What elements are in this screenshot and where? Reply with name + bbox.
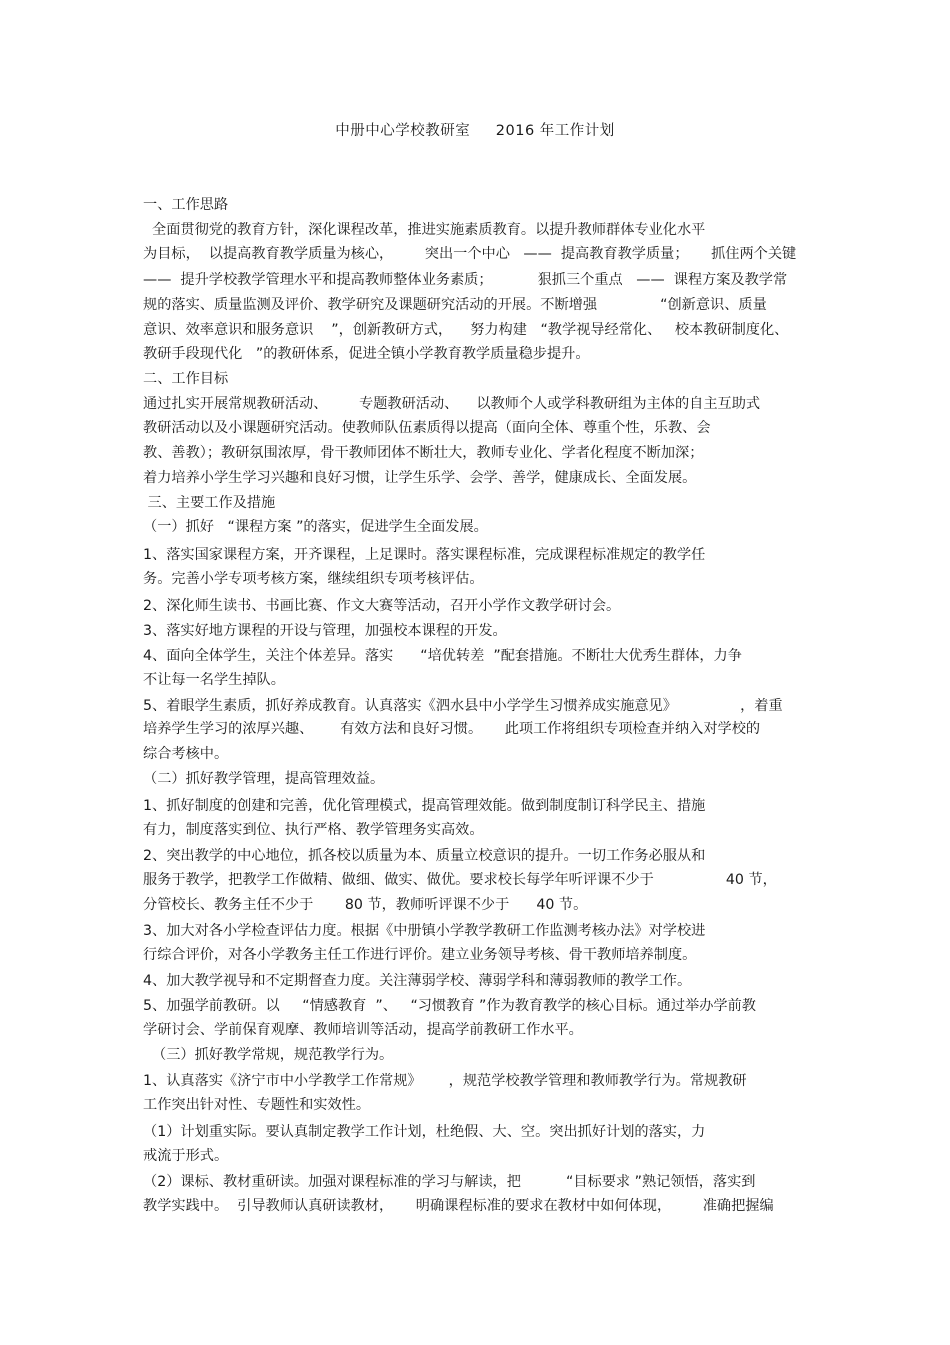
text-line: 戒流于形式。: [143, 1148, 229, 1164]
text-line: 二、工作目标: [143, 371, 229, 387]
text-line: 教、善教）；教研氛围浓厚，骨干教师团体不断壮大，教师专业化、学者化程度不断加深；: [143, 445, 704, 461]
text-line: 2、深化师生读书、书画比赛、作文大赛等活动，召开小学作文教学研讨会。: [143, 598, 621, 614]
text-line: 规的落实、质量监测及评价、教学研究及课题研究活动的开展。不断增强 “创新意识、质量: [143, 297, 767, 313]
text-line: 培养学生学习的浓厚兴趣、 有效方法和良好习惯。 此项工作将组织专项检查并纳入对学校的: [143, 721, 761, 737]
text-line: 一、工作思路: [143, 197, 229, 213]
text-line: 工作突出针对性、专题性和实效性。: [143, 1097, 371, 1113]
text-line: 行综合评价，对各小学教务主任工作进行评价。建立业务领导考核、骨干教师培养制度。: [143, 947, 697, 963]
text-line: 学研讨会、学前保育观摩、教师培训等活动，提高学前教研工作水平。: [143, 1022, 583, 1038]
document-title: 中册中心学校教研室 2016 年工作计划: [335, 123, 615, 139]
text-line: 为目标， 以提高教育教学质量为核心， 突出一个中心 —— 提高教育教学质量； 抓住两个关键: [143, 246, 797, 262]
text-line: 通过扎实开展常规教研活动、 专题教研活动、 以教师个人或学科教研组为主体的自主互助式: [143, 396, 761, 412]
text-line: 2、突出教学的中心地位，抓各校以质量为本、质量立校意识的提升。一切工作务必服从和: [143, 848, 706, 864]
text-line: 1、认真落实《济宁市中小学教学工作常规》 ，规范学校教学管理和教师教学行为。常规教研: [143, 1073, 747, 1089]
text-line: 务。完善小学专项考核方案，继续组织专项考核评估。: [143, 571, 484, 587]
text-line: （一）抓好 “课程方案 ”的落实，促进学生全面发展。: [143, 519, 488, 535]
text-line: 教研手段现代化 ”的教研体系，促进全镇小学教育教学质量稳步提升。: [143, 346, 590, 362]
text-line: 三、主要工作及措施: [143, 495, 276, 511]
text-line: 教研活动以及小课题研究活动。使教师队伍素质得以提高（面向全体、尊重个性，乐教、会: [143, 420, 711, 436]
text-line: 3、落实好地方课程的开设与管理，加强校本课程的开发。: [143, 623, 507, 639]
text-line: （二）抓好教学管理，提高管理效益。: [143, 771, 385, 787]
text-line: 全面贯彻党的教育方针，深化课程改革，推进实施素质教育。以提升教师群体专业化水平: [143, 222, 706, 238]
text-line: 4、面向全体学生，关注个体差异。落实 “培优转差 ”配套措施。不断壮大优秀生群体，力争: [143, 648, 742, 664]
text-line: 综合考核中。: [143, 746, 229, 762]
text-line: 不让每一名学生掉队。: [143, 672, 285, 688]
text-line: （三）抓好教学常规，规范教学行为。: [143, 1047, 394, 1063]
text-line: 有力，制度落实到位、执行严格、教学管理务实高效。: [143, 822, 484, 838]
text-line: （2）课标、教材重研读。加强对课程标准的学习与解读，把 “目标要求 ”熟记领悟，落实到: [143, 1174, 756, 1190]
text-line: 分管校长、教务主任不少于 80 节，教师听评课不少于 40 节。: [143, 897, 588, 913]
text-line: 5、加强学前教研。以 “情感教育 ”、 “习惯教育 ”作为教育教学的核心目标。通过举办学前教: [143, 998, 756, 1014]
text-line: 1、落实国家课程方案，开齐课程，上足课时。落实课程标准，完成课程标准规定的教学任: [143, 547, 706, 563]
text-line: 3、加大对各小学检查评估力度。根据《中册镇小学教学教研工作监测考核办法》对学校进: [143, 923, 706, 939]
text-line: （1）计划重实际。要认真制定教学工作计划，杜绝假、大、空。突出抓好计划的落实，力: [143, 1124, 706, 1140]
text-line: 着力培养小学生学习兴趣和良好习惯，让学生乐学、会学、善学，健康成长、全面发展。: [143, 470, 697, 486]
text-line: 教学实践中。 引导教师认真研读教材， 明确课程标准的要求在教材中如何体现， 准确把握编: [143, 1198, 774, 1214]
text-line: —— 提升学校教学管理水平和提高教师整体业务素质； 狠抓三个重点 —— 课程方案及教学常: [143, 272, 788, 288]
text-line: 4、加大教学视导和不定期督查力度。关注薄弱学校、薄弱学科和薄弱教师的教学工作。: [143, 973, 692, 989]
text-line: 服务于教学，把教学工作做精、做细、做实、做优。要求校长每学年听评课不少于 40 节，: [143, 872, 777, 888]
text-line: 5、着眼学生素质，抓好养成教育。认真落实《泗水县中小学学生习惯养成实施意见》 ，着重: [143, 698, 783, 714]
text-line: 1、抓好制度的创建和完善，优化管理模式，提高管理效能。做到制度制订科学民主、措施: [143, 798, 706, 814]
text-line: 意识、效率意识和服务意识 ”，创新教研方式， 努力构建 “教学视导经常化、 校本教研制度化、: [143, 322, 789, 338]
